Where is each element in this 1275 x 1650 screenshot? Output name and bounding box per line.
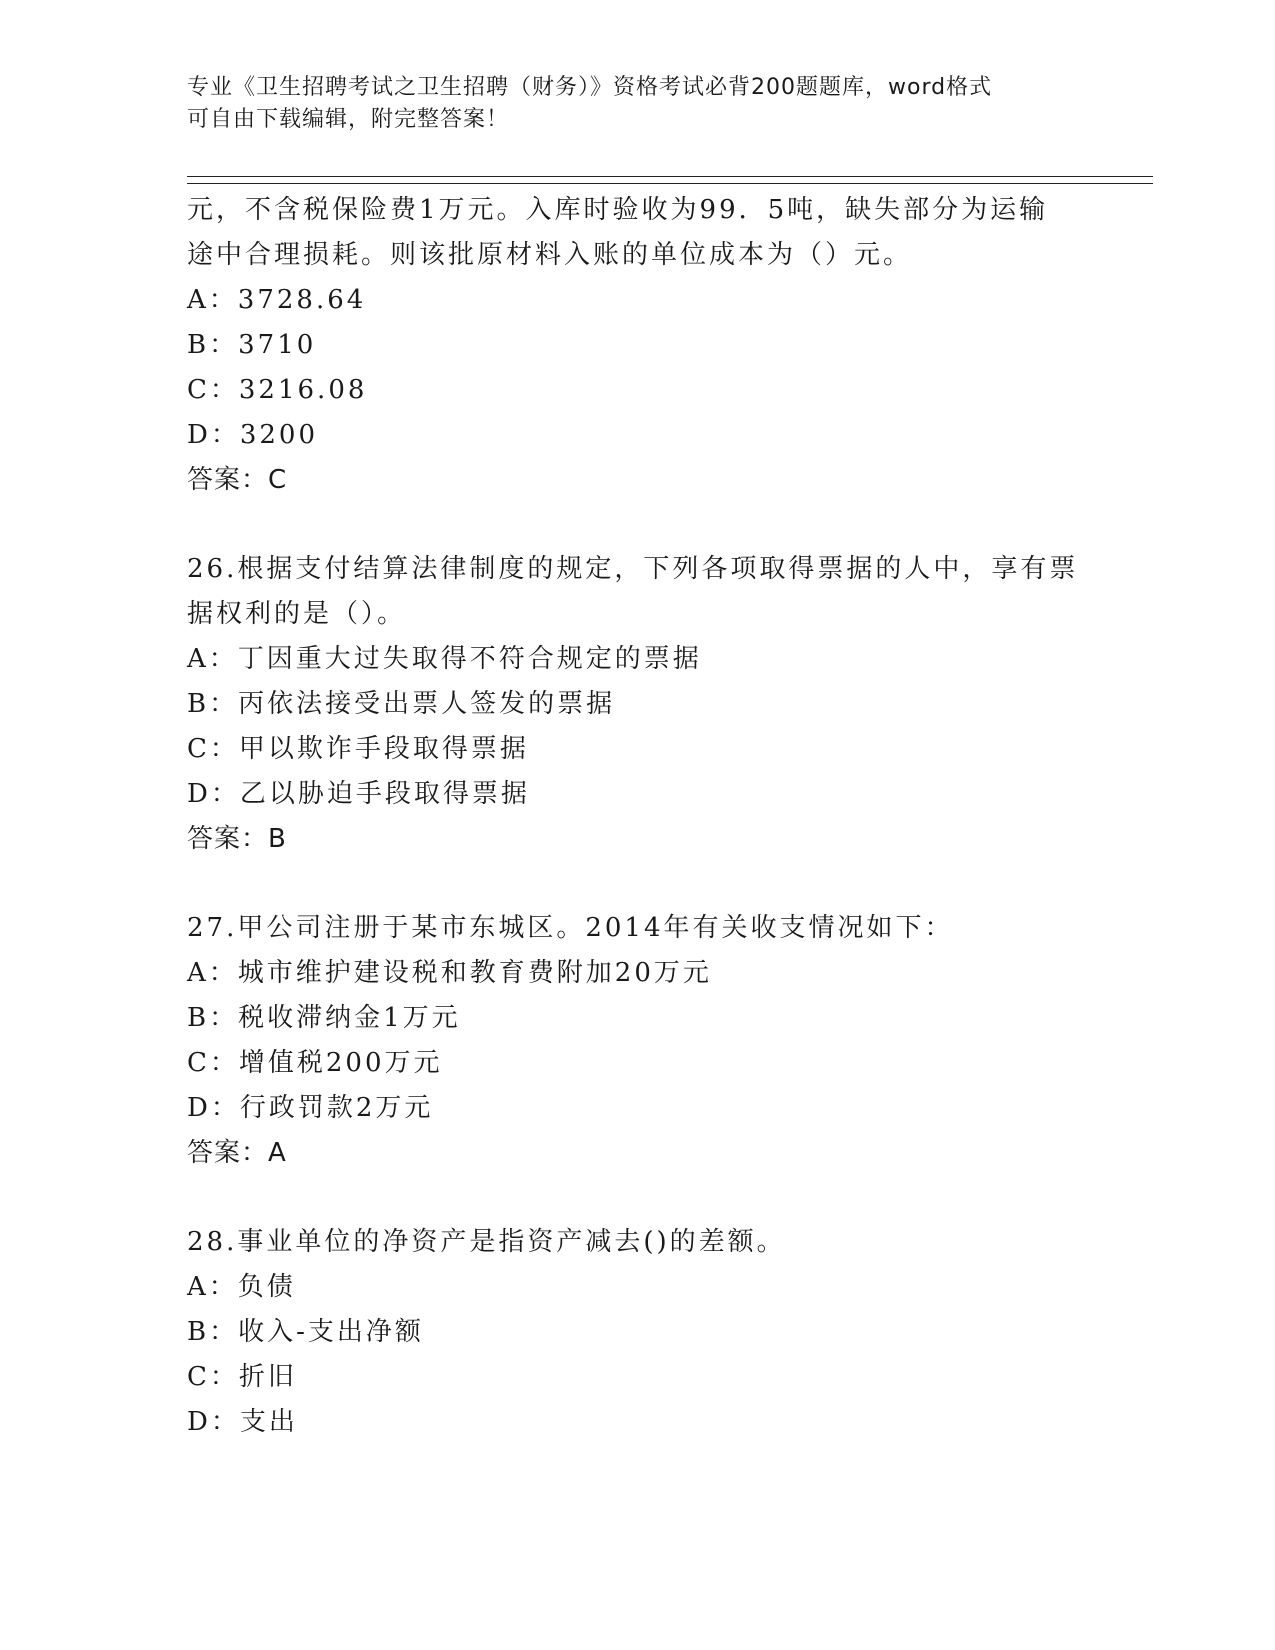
question-list: [187, 188, 1087, 1445]
option-a: A：城市维护建设税和教育费附加20万元: [187, 958, 712, 988]
option-a: A：负债: [187, 1272, 296, 1302]
option-b: B：丙依法接受出票人签发的票据: [187, 689, 616, 719]
question-25: [187, 188, 1087, 503]
header-title-line-1: 专业《卫生招聘考试之卫生招聘（财务）》资格考试必背200题题库，word格式: [187, 75, 993, 100]
option-c: C：甲以欺诈手段取得票据: [187, 734, 529, 764]
option-d: D：行政罚款2万元: [187, 1093, 434, 1123]
option-a: A：丁因重大过失取得不符合规定的票据: [187, 644, 702, 674]
question-stem-line: 据权利的是（）。: [187, 599, 407, 629]
option-d: D：支出: [187, 1407, 298, 1437]
document-header: [187, 72, 1067, 136]
spacer: [187, 1176, 1087, 1220]
option-c: C：3216.08: [187, 375, 368, 405]
question-stem-line: 28.事业单位的净资产是指资产减去()的差额。: [187, 1227, 786, 1257]
option-c: C：增值税200万元: [187, 1048, 443, 1078]
answer-label: 答案：A: [187, 1138, 287, 1168]
spacer: [187, 862, 1087, 906]
question-stem-line: 元，不含税保险费1万元。入库时验收为99．5吨，缺失部分为运输: [187, 195, 1049, 225]
option-b: B：税收滞纳金1万元: [187, 1003, 461, 1033]
question-26: [187, 547, 1087, 862]
option-d: D：3200: [187, 420, 319, 450]
option-d: D：乙以胁迫手段取得票据: [187, 779, 530, 809]
question-stem-line: 26.根据支付结算法律制度的规定，下列各项取得票据的人中，享有票: [187, 554, 1079, 584]
option-b: B：收入-支出净额: [187, 1317, 424, 1347]
answer-label: 答案：B: [187, 824, 287, 854]
question-stem-line: 27.甲公司注册于某市东城区。2014年有关收支情况如下：: [187, 913, 954, 943]
spacer: [187, 503, 1087, 547]
header-divider-bottom: [187, 183, 1153, 184]
answer-label: 答案：C: [187, 465, 288, 495]
question-28: [187, 1220, 1087, 1445]
header-divider-top: [187, 176, 1153, 177]
header-title-line-2: 可自由下载编辑，附完整答案！: [187, 107, 510, 132]
option-a: A：3728.64: [187, 285, 367, 315]
question-stem-line: 途中合理损耗。则该批原材料入账的单位成本为（）元。: [187, 240, 913, 270]
question-27: [187, 906, 1087, 1176]
option-c: C：折旧: [187, 1362, 297, 1392]
option-b: B：3710: [187, 330, 317, 360]
